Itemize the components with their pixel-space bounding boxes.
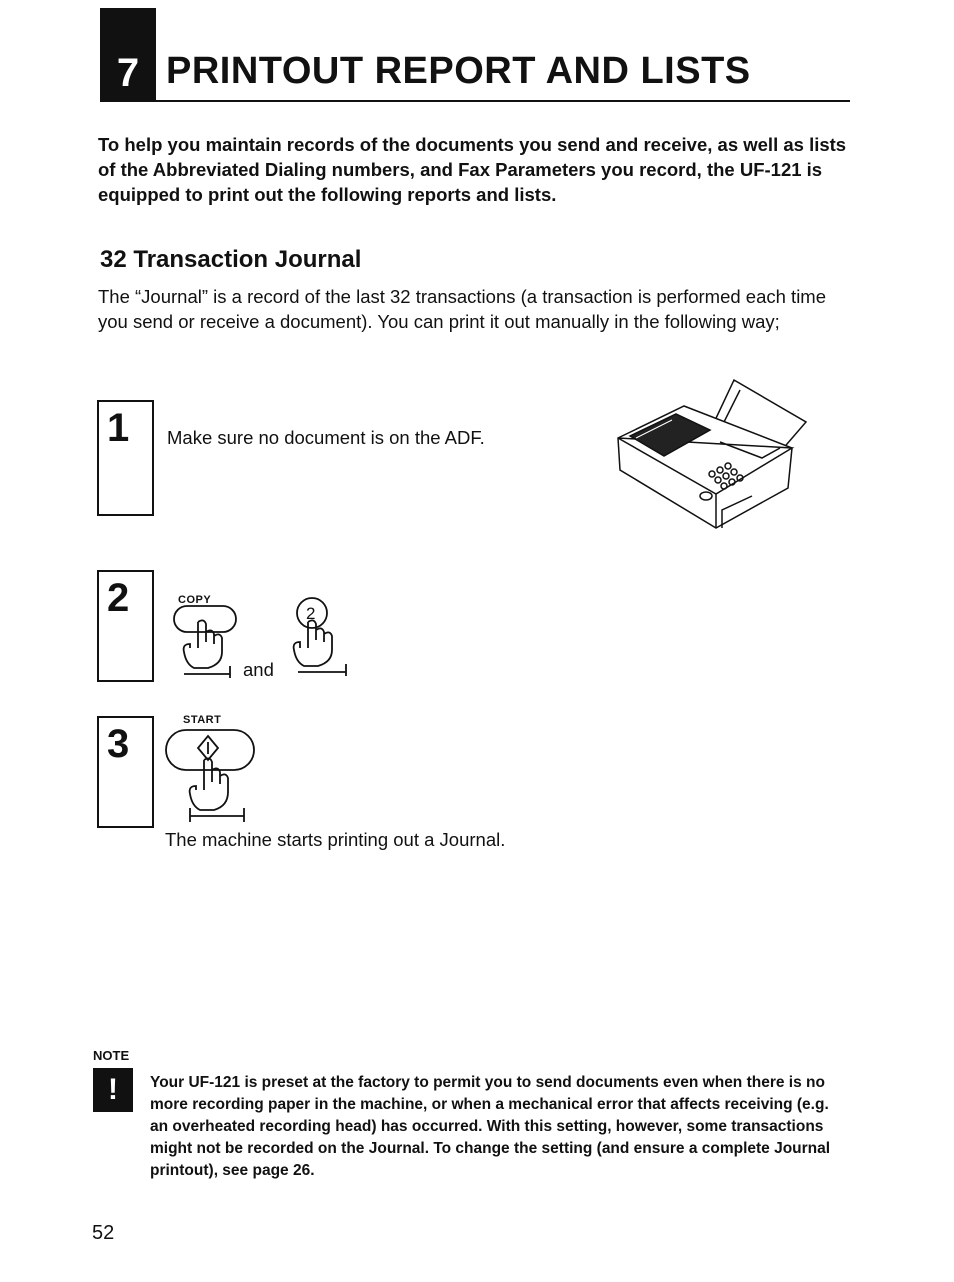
step-3-box	[97, 716, 154, 828]
chapter-number: 7	[116, 51, 140, 95]
fax-machine-illustration	[612, 378, 812, 538]
step-1-number: 1	[107, 406, 130, 450]
step-3-result: The machine starts printing out a Journal.	[165, 829, 506, 850]
exclamation-icon: !	[93, 1068, 133, 1112]
step-1-text: Make sure no document is on the ADF.	[167, 427, 485, 448]
section-body: The “Journal” is a record of the last 32 transactions (a transaction is performed each time you send or receive a document). You can print it out manually in the following way;	[98, 286, 827, 332]
step-2-connector: and	[243, 659, 274, 680]
chapter-number-block	[100, 8, 156, 100]
step-3-number: 3	[107, 722, 130, 766]
section-heading: 32 Transaction Journal	[100, 246, 362, 273]
intro-paragraph: To help you maintain records of the documents you send and receive, as well as lists of the Abbreviated Dialing numbers, and Fax Parameters you record, the UF-121 is equipped to print out the following reports and lists.	[98, 134, 847, 205]
chapter-title: PRINTOUT REPORT AND LISTS	[166, 50, 751, 92]
note-label: NOTE	[93, 1048, 130, 1063]
number-2-key-press-icon	[280, 596, 350, 676]
start-key-label: START	[183, 714, 222, 726]
page-number: 52	[92, 1222, 115, 1244]
step-2-box	[97, 570, 154, 682]
step-2-number: 2	[107, 576, 130, 620]
title-rule	[100, 100, 850, 102]
number-2-key-glyph: 2	[306, 604, 316, 623]
start-key-press-icon	[160, 726, 260, 826]
copy-key-label: COPY	[178, 594, 212, 606]
copy-key-press-icon	[158, 602, 238, 682]
note-text: Your UF-121 is preset at the factory to permit you to send documents even when there is no more recording paper in the machine, or when a mechanical error that affects receiving (e.g. an overheated recording head) has occurred. With this setting, however, some transactions might not be recorded on the Journal. To change the setting (and ensure a complete Journal printout), see page 26.	[150, 1074, 831, 1179]
step-1-box	[97, 400, 154, 516]
